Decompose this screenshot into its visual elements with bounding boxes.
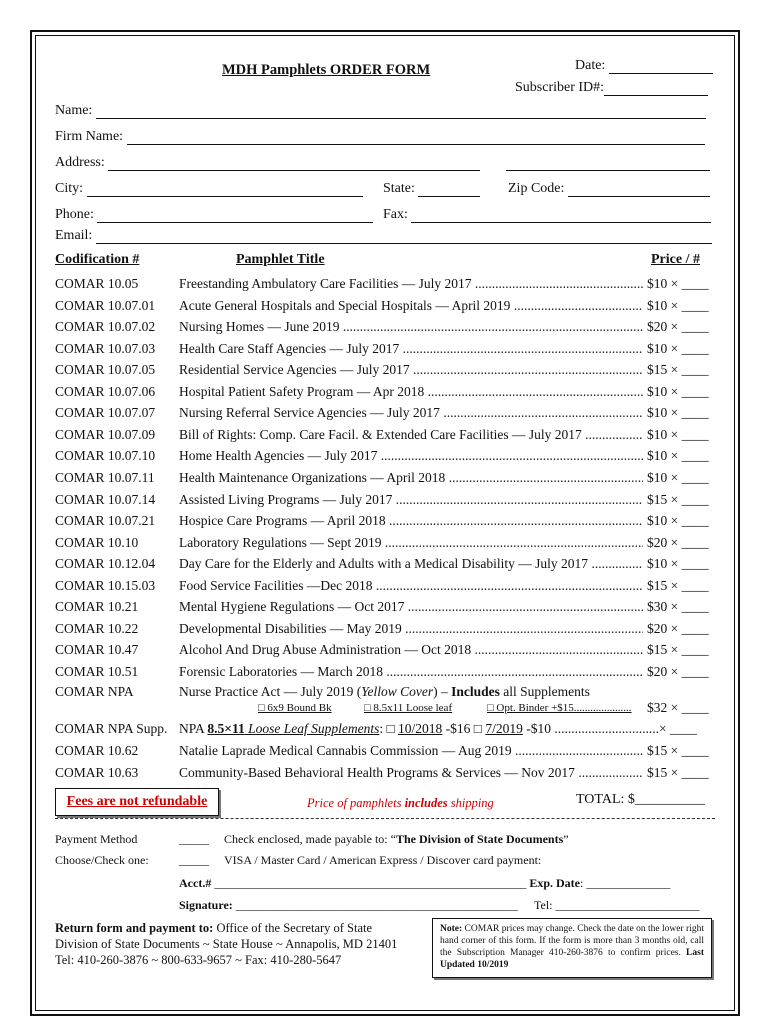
row-title: Hospital Patient Safety Program — Apr 2018 .....: [179, 384, 643, 400]
row-title: Mental Hygiene Regulations — Oct 2017 .....: [179, 599, 643, 615]
city-label: City:: [55, 181, 84, 196]
email-field[interactable]: [55, 228, 712, 244]
row-price[interactable]: $10 × ____: [647, 340, 709, 356]
npa-option-loose-leaf-checkbox[interactable]: □ 8.5x11 Loose leaf: [364, 702, 453, 714]
row-price[interactable]: $15 × ____: [647, 743, 709, 758]
table-row: [55, 470, 715, 490]
firm-name-field[interactable]: [55, 129, 705, 145]
row-title: Bill of Rights: Comp. Care Facil. & Extended Care Facilities — July 2017 .....: [179, 427, 643, 443]
subscriber-id-label: Subscriber ID#:: [515, 80, 605, 95]
row-price[interactable]: $10 × ____: [647, 469, 709, 485]
row-code: COMAR 10.51: [55, 663, 139, 679]
npa-option-binder-checkbox[interactable]: □ Opt. Binder +$15.....................: [487, 702, 632, 714]
row-title: Community-Based Behavioral Health Programs & Services — Nov 2017 .....: [179, 765, 643, 781]
row-code: COMAR 10.10: [55, 534, 139, 550]
state-label: State:: [383, 181, 415, 196]
row-code: COMAR 10.07.03: [55, 340, 156, 356]
table-row: [55, 298, 715, 318]
row-price[interactable]: $10 × ____: [647, 513, 709, 529]
row-price[interactable]: $15 × ____: [647, 362, 709, 378]
col-header-title: Pamphlet Title: [236, 252, 325, 267]
row-code: COMAR 10.07.14: [55, 491, 156, 507]
phone-field[interactable]: [55, 207, 373, 223]
row-code: COMAR 10.07.05: [55, 362, 156, 378]
return-address: Return form and payment to: Office of the Secretary of State Division of State Documents ~ State House ~ Annapolis, MD 21401 Tel: 410-260-3876 ~ 800-633-9657 ~ Fax: 410-280-5647: [55, 921, 398, 967]
table-row: [55, 621, 715, 641]
zip-code-label: Zip Code:: [508, 181, 565, 196]
row-title: Nursing Homes — June 2019 .....: [179, 319, 643, 335]
table-row: [55, 642, 715, 662]
date-field[interactable]: [575, 58, 713, 74]
row-code: COMAR 10.15.03: [55, 577, 156, 593]
npa-option-bound-checkbox[interactable]: □ 6x9 Bound Bk: [258, 702, 332, 714]
name-label: Name:: [55, 103, 93, 118]
table-row: [55, 341, 715, 361]
row-price[interactable]: $10 × ____: [647, 556, 709, 572]
address-field[interactable]: [55, 155, 710, 171]
row-code: COMAR 10.07.01: [55, 297, 156, 313]
row-price[interactable]: $10 × ____: [647, 426, 709, 442]
table-row: [55, 556, 715, 576]
row-price[interactable]: $15 × ____: [647, 764, 709, 780]
row-title: Day Care for the Elderly and Adults with a Medical Disability — July 2017 .....: [179, 556, 643, 572]
tel-field[interactable]: Tel: ________________________: [534, 898, 700, 912]
row-price[interactable]: $10 × ____: [647, 405, 709, 421]
table-row: [55, 492, 715, 512]
phone-label: Phone:: [55, 207, 94, 222]
name-field[interactable]: [55, 103, 706, 119]
row-code: COMAR 10.07.02: [55, 319, 156, 335]
subscriber-id-field[interactable]: [515, 80, 708, 96]
fax-label: Fax:: [383, 207, 408, 222]
row-price[interactable]: $10 × ____: [647, 276, 709, 291]
col-header-price: Price / #: [651, 252, 700, 267]
row-title: Health Maintenance Organizations — April 2018 .....: [179, 470, 643, 486]
row-price[interactable]: $15 × ____: [647, 491, 709, 507]
row-code: COMAR 10.07.09: [55, 426, 156, 442]
email-label: Email:: [55, 228, 93, 243]
price-note-box: Note: COMAR prices may change. Check the date on the lower right hand corner of this form. If the form is more than 3 months old, call the Subscription Manager 410-260-3876 to confirm prices. Last Updated 10/2019: [432, 918, 712, 978]
row-price[interactable]: $20 × ____: [647, 319, 709, 335]
choose-label: Choose/Check one:: [55, 853, 149, 867]
row-price[interactable]: $30 × ____: [647, 599, 709, 615]
address-label: Address:: [55, 155, 105, 170]
table-row: [55, 535, 715, 555]
account-number-field[interactable]: Acct.# ____________________________________________________ Exp. Date: ______________: [179, 876, 671, 890]
row-code: COMAR 10.12.04: [55, 556, 156, 572]
table-row: [55, 578, 715, 598]
row-price[interactable]: $32 × ____: [647, 700, 709, 715]
form-title: MDH Pamphlets ORDER FORM: [222, 62, 431, 78]
row-title: Residential Service Agencies — July 2017 .....: [179, 362, 643, 378]
fees-not-refundable-box: Fees are not refundable: [55, 788, 219, 816]
table-row-npa-supp: [55, 721, 715, 741]
row-title: Developmental Disabilities — May 2019 .....: [179, 621, 643, 637]
row-code: COMAR NPA Supp.: [55, 721, 168, 736]
row-price[interactable]: $10 × ____: [647, 448, 709, 464]
row-code: COMAR NPA: [55, 684, 134, 699]
row-price[interactable]: $10 × ____: [647, 383, 709, 399]
row-code: COMAR 10.62: [55, 743, 139, 758]
check-option-text: Check enclosed, made payable to: “The Division of State Documents”: [224, 832, 569, 846]
payment-method-label: Payment Method: [55, 832, 138, 846]
row-price[interactable]: $10 × ____: [647, 297, 709, 313]
row-price[interactable]: $20 × ____: [647, 620, 709, 636]
row-title: Health Care Staff Agencies — July 2017 .....: [179, 341, 643, 357]
row-code: COMAR 10.07.07: [55, 405, 156, 421]
row-code: COMAR 10.47: [55, 642, 139, 658]
table-row: [55, 765, 715, 785]
table-row: [55, 362, 715, 382]
card-option-blank[interactable]: _____: [179, 853, 209, 867]
card-option-text: VISA / Master Card / American Express / Discover card payment:: [224, 853, 542, 867]
row-title: Alcohol And Drug Abuse Administration — Oct 2018 .....: [179, 642, 643, 658]
table-row: [55, 513, 715, 533]
row-title: Laboratory Regulations — Sept 2019 .....: [179, 535, 643, 551]
table-row: [55, 599, 715, 619]
row-code: COMAR 10.63: [55, 764, 139, 780]
row-title: Home Health Agencies — July 2017 .....: [179, 448, 643, 464]
firm-name-label: Firm Name:: [55, 129, 124, 144]
row-title[interactable]: NPA 8.5×11 Loose Leaf Supplements: □ 10/2018 -$16 □ 7/2019 -$10 ...............................× ____: [179, 721, 697, 736]
row-title: Nurse Practice Act — July 2019 (Yellow Cover) – Includes all Supplements: [179, 684, 590, 699]
divider: [55, 818, 715, 819]
fax-field[interactable]: [383, 207, 711, 223]
row-price[interactable]: $15 × ____: [647, 577, 709, 593]
row-code: COMAR 10.22: [55, 620, 139, 636]
row-code: COMAR 10.07.21: [55, 513, 156, 529]
row-title: Natalie Laprade Medical Cannabis Commission — Aug 2019 .....: [179, 743, 643, 759]
row-price[interactable]: $15 × ____: [647, 642, 709, 658]
check-option-blank[interactable]: _____: [179, 832, 209, 846]
date-label: Date:: [575, 58, 606, 73]
row-code: COMAR 10.07.11: [55, 469, 155, 485]
row-title: Forensic Laboratories — March 2018 .....: [179, 664, 643, 680]
shipping-note: Price of pamphlets includes shipping: [307, 796, 494, 810]
row-title: Food Service Facilities —Dec 2018 .....: [179, 578, 643, 594]
zip-code-field[interactable]: [508, 181, 710, 197]
table-row: [55, 276, 715, 296]
row-code: COMAR 10.21: [55, 599, 139, 615]
row-title: Acute General Hospitals and Special Hospitals — April 2019 .....: [179, 298, 643, 314]
total-field[interactable]: TOTAL: $__________: [576, 792, 705, 807]
table-row: [55, 427, 715, 447]
signature-field[interactable]: Signature: _______________________________________________: [179, 898, 518, 912]
row-code: COMAR 10.07.06: [55, 383, 156, 399]
table-row: [55, 384, 715, 404]
row-price[interactable]: $20 × ____: [647, 534, 709, 550]
table-row: [55, 405, 715, 425]
table-row: [55, 743, 715, 763]
table-row: [55, 664, 715, 684]
row-price[interactable]: $20 × ____: [647, 663, 709, 679]
row-title: Hospice Care Programs — April 2018 .....: [179, 513, 643, 529]
table-row: [55, 448, 715, 468]
col-header-codification: Codification #: [55, 252, 140, 267]
row-title: Assisted Living Programs — July 2017 .....: [179, 492, 643, 508]
row-code: COMAR 10.05: [55, 276, 139, 291]
city-field[interactable]: [55, 181, 363, 197]
state-field[interactable]: [383, 181, 480, 197]
row-title: Nursing Referral Service Agencies — July 2017 .....: [179, 405, 643, 421]
table-row: [55, 319, 715, 339]
row-title: Freestanding Ambulatory Care Facilities — July 2017 .....: [179, 276, 643, 292]
row-code: COMAR 10.07.10: [55, 448, 156, 464]
